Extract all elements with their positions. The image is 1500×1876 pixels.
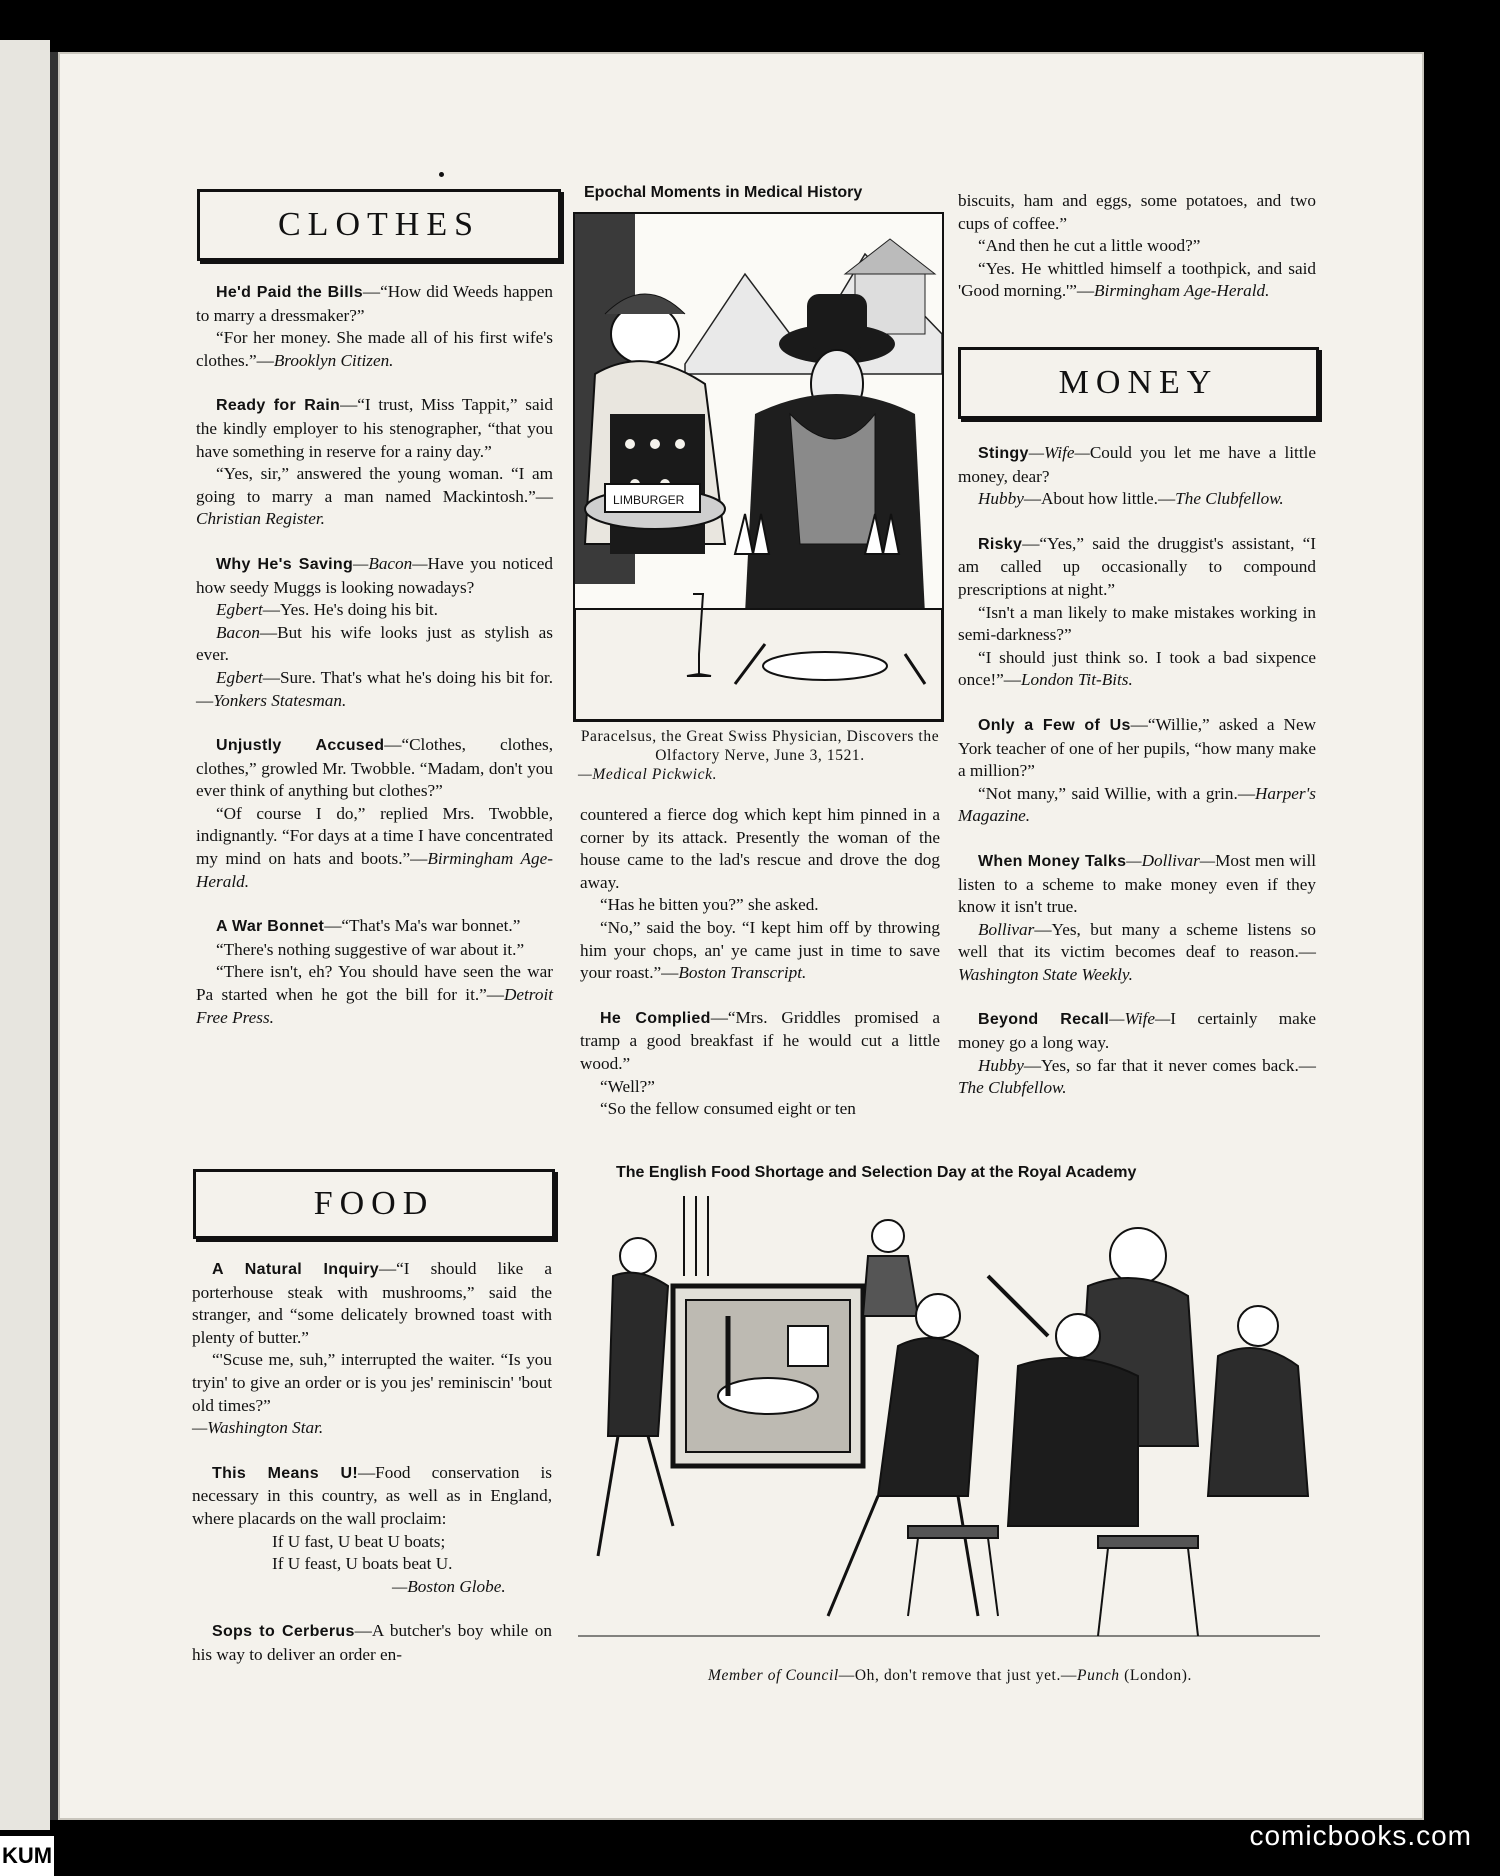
illustration-caption <box>578 727 942 784</box>
joke-text: countered a fierce dog which kept him pinned in a corner by its attack. Presently the woman of the house came to the lad's rescue and drove the dog away. <box>580 805 940 892</box>
speaker: —Bacon— <box>353 553 428 573</box>
joke-text: —Sure. That's what he's doing his bit for.— <box>196 667 553 710</box>
joke-heading: Stingy <box>978 445 1029 462</box>
joke <box>192 1620 552 1666</box>
joke-source: Harper's Magazine. <box>958 783 1316 826</box>
joke-text: “Well?” <box>600 1076 655 1096</box>
joke-source: Birmingham Age-Herald. <box>1094 281 1270 301</box>
joke-text <box>958 783 1316 828</box>
joke-text <box>196 599 553 622</box>
section-header-clothes <box>197 189 561 261</box>
caption-source: Punch <box>1077 1667 1120 1684</box>
joke <box>958 714 1316 783</box>
speaker: Hubby <box>978 489 1024 509</box>
royal-academy-drawing <box>578 1196 1320 1656</box>
joke-text <box>196 463 553 531</box>
caption-speaker: Member of Council <box>708 1667 839 1684</box>
joke-source: Yonkers Statesman. <box>213 690 347 710</box>
speaker: Bollivar <box>978 919 1035 939</box>
joke-text: “Yes, sir,” answered the young woman. “I am going to marry a man named Mackintosh.”— <box>196 464 553 506</box>
joke-text: “And then he cut a little wood?” <box>978 236 1201 256</box>
column-1 <box>196 281 553 1029</box>
joke-heading: When Money Talks <box>978 852 1127 870</box>
illustration-title: Epochal Moments in Medical History <box>584 184 863 201</box>
joke-heading: Risky <box>978 535 1023 553</box>
joke <box>196 553 553 599</box>
joke-text: —A butcher's boy while on his way to deliver an order en- <box>192 1621 552 1664</box>
joke-source: —Washington Star. <box>192 1418 324 1438</box>
joke-text: biscuits, ham and eggs, some potatoes, and two cups of coffee.” <box>958 191 1316 233</box>
caption-text: —Oh, don't remove that just yet.— <box>838 1667 1078 1684</box>
joke-text <box>580 917 940 985</box>
joke-source-line <box>192 1576 552 1599</box>
caption-text: Paracelsus, the Great Swiss Physician, Discovers the Olfactory Nerve, June 3, 1521. <box>580 728 940 764</box>
joke-text: “So the fellow consumed eight or ten <box>600 1099 856 1119</box>
joke-source: Washington State Weekly. <box>958 964 1133 984</box>
joke-text: “For her money. She made all of his first wife's clothes.”— <box>196 328 553 370</box>
joke <box>958 533 1316 602</box>
joke <box>192 1462 552 1531</box>
joke-text <box>196 327 553 372</box>
joke <box>196 915 553 939</box>
joke-source: The Clubfellow. <box>958 1078 1067 1098</box>
joke-text: “Has he bitten you?” she asked. <box>600 895 819 915</box>
cartoon-caption <box>640 1666 1260 1685</box>
joke-text: “I should just think so. I took a bad sixpence once!”— <box>958 647 1316 690</box>
joke-heading: Ready for Rain <box>216 397 341 415</box>
joke-source: London Tit-Bits. <box>1021 670 1133 690</box>
joke-text: —But his wife looks just as stylish as ever. <box>196 622 553 665</box>
joke-text: Most men will listen to a scheme to make money even if they know it isn't true. <box>958 850 1316 917</box>
joke-text: Could you let me have a little money, dear? <box>958 443 1316 486</box>
joke <box>196 734 553 803</box>
joke-heading: Beyond Recall <box>978 1011 1110 1029</box>
joke-heading: Why He's Saving <box>216 555 354 573</box>
joke-source-line <box>192 1417 552 1440</box>
joke-heading: This Means U! <box>212 1464 358 1482</box>
joke-text <box>196 622 553 667</box>
joke-text <box>958 258 1316 303</box>
joke-text: “There's nothing suggestive of war about it.” <box>216 939 525 959</box>
joke-text: “Not many,” said Willie, with a grin.— <box>978 783 1256 803</box>
watermark-logo: comicbooks.com <box>1249 1820 1472 1851</box>
corner-label: KUM <box>0 1836 54 1876</box>
joke-text: “No,” said the boy. “I kept him off by throwing him your chops, an' ye came just in time to save your roast.”— <box>580 917 940 983</box>
speaker: —Dollivar— <box>1126 850 1216 870</box>
joke-text <box>958 1055 1316 1100</box>
joke <box>958 442 1316 488</box>
joke-text: Have you noticed how seedy Muggs is looking nowadays? <box>196 553 553 597</box>
section-header-food <box>193 1169 555 1239</box>
section-title: FOOD <box>313 1185 435 1222</box>
joke-text: “There isn't, eh? You should have seen the war Pa started when he got the bill for it.”— <box>196 962 553 1005</box>
page-fold <box>50 52 58 1820</box>
joke-heading: Unjustly Accused <box>216 737 385 755</box>
speaker: Egbert <box>216 600 263 620</box>
joke <box>196 394 553 463</box>
illustration-paracelsus <box>573 212 944 722</box>
caption-source-suffix: (London). <box>1124 1667 1192 1684</box>
joke-text: “Yes. He whittled himself a toothpick, and said 'Good morning.'”— <box>958 258 1316 301</box>
joke-text: —“I trust, Miss Tappit,” said the kindly employer to his stenographer, “that you have something in reserve for a rainy day.” <box>196 395 553 461</box>
joke-text: —“That's Ma's war bonnet.” <box>324 916 521 936</box>
speaker: Bacon <box>216 622 260 642</box>
joke-heading: Only a Few of Us <box>978 716 1131 734</box>
column-2 <box>580 804 940 1121</box>
paracelsus-drawing <box>575 214 942 720</box>
caption-source: —Medical Pickwick. <box>578 766 718 783</box>
illustration-royal-academy <box>578 1196 1320 1656</box>
joke <box>958 1008 1316 1054</box>
joke-text: I certainly make money go a long way. <box>958 1009 1316 1053</box>
speaker: Egbert <box>216 667 263 687</box>
joke <box>958 850 1316 919</box>
joke-text <box>196 939 553 962</box>
joke-heading: A War Bonnet <box>216 918 325 936</box>
joke-text: —“Yes,” said the druggist's assistant, “I am called up occasionally to compound prescriptions at night.” <box>958 533 1316 599</box>
cartoon-title: The English Food Shortage and Selection Day at the Royal Academy <box>616 1164 1137 1181</box>
joke <box>192 1258 552 1349</box>
joke-source: Boston Transcript. <box>678 963 807 983</box>
joke-text: —Yes, but many a scheme listens so well that its victim becomes deaf to reason.— <box>958 919 1316 962</box>
joke-source: Birmingham Age-Herald. <box>196 849 553 891</box>
joke-text <box>196 961 553 1029</box>
joke-source: Christian Register. <box>196 509 325 529</box>
joke-text: —“Willie,” asked a New York teacher of one of her pupils, “how many make a million?” <box>958 714 1316 781</box>
joke-source: The Clubfellow. <box>1175 489 1284 509</box>
joke-text <box>958 488 1316 511</box>
printer-dot <box>439 172 444 177</box>
joke-source: Brooklyn Citizen. <box>273 350 394 370</box>
column-3-money <box>958 442 1316 1100</box>
joke-text: —“Mrs. Griddles promised a tramp a good breakfast if he would cut a little wood.” <box>580 1007 940 1073</box>
joke-text: “Isn't a man likely to make mistakes working in semi-darkness?” <box>958 602 1316 645</box>
joke <box>196 281 553 327</box>
joke-text: —“How did Weeds happen to marry a dressmaker?” <box>196 282 553 325</box>
joke-text: “'Scuse me, suh,” interrupted the waiter. “Is you tryin' to give an order or is you jes' reminiscin' 'bout old times?” <box>192 1350 552 1415</box>
speaker: —Wife— <box>1028 443 1090 462</box>
joke-heading: Sops to Cerberus <box>212 1623 355 1641</box>
previous-page-edge <box>0 40 50 1830</box>
joke-heading: He'd Paid the Bills <box>216 284 363 301</box>
joke-heading: A Natural Inquiry <box>212 1261 379 1278</box>
joke-text: —Yes, so far that it never comes back.— <box>1023 1055 1316 1075</box>
column-3 <box>958 190 1316 303</box>
joke <box>580 1007 940 1076</box>
section-title: MONEY <box>1058 364 1219 401</box>
joke-text: —Yes. He's doing his bit. <box>262 600 438 620</box>
cheese-label: LIMBURGER <box>613 493 685 507</box>
joke-text: —“Clothes, clothes, clothes,” growled Mr. Twobble. “Madam, don't you ever think of anything but clothes?” <box>196 735 553 801</box>
poem-line: If U fast, U beat U boats; <box>272 1531 446 1551</box>
joke-text: —Food conservation is necessary in this country, as well as in England, where placards on the wall proclaim: <box>192 1462 552 1528</box>
speaker: —Wife— <box>1109 1009 1171 1029</box>
joke-text <box>958 647 1316 692</box>
joke-text <box>192 1349 552 1417</box>
section-title: CLOTHES <box>278 206 480 243</box>
joke-text <box>958 919 1316 987</box>
joke-text: “Of course I do,” replied Mrs. Twobble, indignantly. “For days at a time I have concentrated my mind on hats and boots.”— <box>196 803 553 869</box>
section-header-money <box>958 347 1319 419</box>
joke-text: —About how little.— <box>1023 489 1176 509</box>
speaker: Hubby <box>978 1055 1024 1075</box>
joke-source: Detroit Free Press. <box>196 985 553 1027</box>
joke-heading: He Complied <box>600 1009 711 1027</box>
joke-text <box>196 667 553 712</box>
joke-text: —“I should like a porterhouse steak with mushrooms,” said the stranger, and “some delicately browned toast with plenty of butter.” <box>192 1259 552 1347</box>
joke-text <box>196 803 553 893</box>
column-1-food <box>192 1258 552 1667</box>
poem-line: If U feast, U boats beat U. <box>272 1554 453 1574</box>
joke-source: —Boston Globe. <box>392 1576 506 1596</box>
